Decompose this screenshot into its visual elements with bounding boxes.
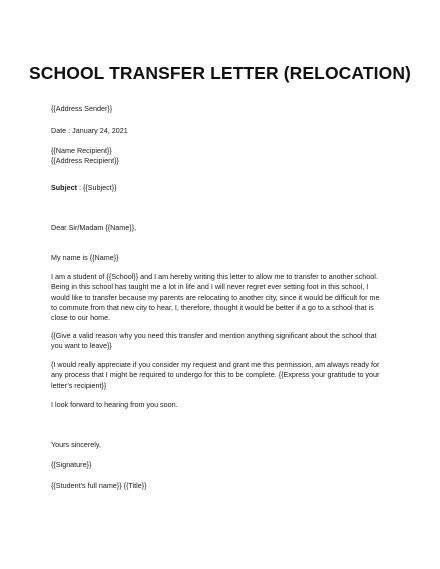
signature-text: {{Signature}} — [51, 460, 92, 469]
address-sender — [51, 104, 396, 114]
body-paragraph-1 — [51, 272, 396, 323]
salutation-text: Dear Sir/Madam {{Name}}, — [51, 223, 137, 232]
closing-text: I look forward to hearing from you soon. — [51, 400, 178, 409]
recipient-block — [51, 146, 396, 167]
student-name-block — [51, 481, 396, 491]
paragraph-line: any process that I might be required to undergo for this to be complete. {{Express your gratitude to your — [51, 370, 380, 380]
paragraph-line: {{Give a valid reason why you need this transfer and mention anything significant about the school that — [51, 331, 377, 340]
student-name-title: {{Student’s full name}} {{Title}} — [51, 481, 147, 490]
paragraph-line: you want to leave}} — [51, 341, 112, 351]
intro-text: My name is {{Name}} — [51, 253, 119, 262]
salutation — [51, 223, 396, 233]
signoff-text: Yours sincerely, — [51, 440, 101, 449]
signoff — [51, 440, 396, 450]
letter-date-text: Date : January 24, 2021 — [51, 126, 128, 135]
subject-line — [51, 183, 396, 193]
paragraph-line: would like to transfer because my parents are relocating to another city, since it would be difficult for me — [51, 292, 380, 302]
subject-label: Subject — [51, 183, 77, 192]
paragraph-line: {I would really appreciate if you consider my request and grant me this permission, am always ready for — [51, 360, 380, 369]
closing-paragraph — [51, 400, 396, 410]
subject-value: : {{Subject}} — [76, 183, 117, 192]
paragraph-line: to commute from that new city to hear, I, therefore, thought it would be better if a go to a school that is — [51, 302, 374, 312]
intro-paragraph — [51, 253, 396, 263]
paragraph-line: letter’s recipient}} — [51, 380, 107, 390]
body-paragraph-3 — [51, 360, 396, 391]
paragraph-line: Being in this school has taught me a lot in life and I will never regret ever setting foot in this school, I — [51, 282, 369, 292]
letter-date — [51, 126, 396, 136]
page-title: SCHOOL TRANSFER LETTER (RELOCATION) — [28, 63, 411, 83]
paragraph-line: close to our home. — [51, 313, 111, 323]
address-sender-text: {{Address Sender}} — [51, 104, 113, 113]
recipient-name: {{Name Recipient}} — [51, 146, 112, 155]
paragraph-line: I am a student of {{School}} and I am hereby writing this letter to allow me to transfer to another school. — [51, 272, 378, 281]
body-paragraph-2 — [51, 331, 396, 352]
signature-block — [51, 460, 396, 470]
recipient-address: {{Address Recipient}} — [51, 156, 119, 166]
